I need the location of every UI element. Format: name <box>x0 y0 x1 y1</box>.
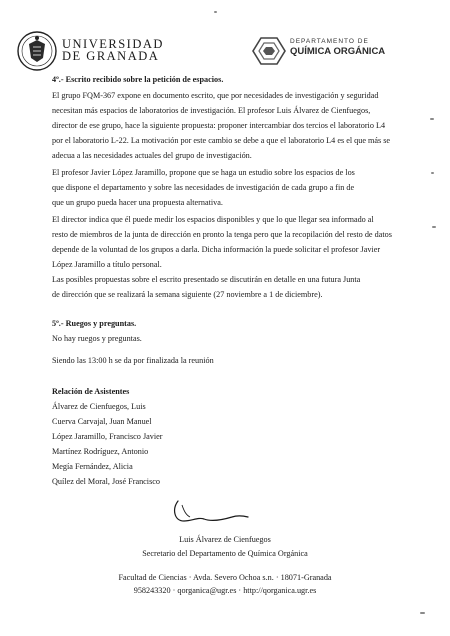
attendee-name: Megía Fernández, Alicia <box>52 462 133 471</box>
department-name <box>290 38 385 57</box>
section-heading: 4º.- Escrito recibido sobre la petición de espacios. <box>52 75 224 84</box>
paragraph-line: El grupo FQM-367 expone en documento escrito, que por necesidades de investigación y seguridad <box>52 91 379 100</box>
university-name-line1: UNIVERSIDAD <box>62 37 164 51</box>
footer-contact: 958243320 · qorganica@ugr.es · http://qorganica.ugr.es <box>133 586 317 595</box>
attendee-name: Álvarez de Cienfuegos, Luis <box>52 402 146 411</box>
department-name-line1: DEPARTAMENTO DE <box>290 38 369 45</box>
scan-speck <box>420 612 425 614</box>
paragraph-line: director de ese grupo, hace la siguiente propuesta: proponer intercambiar dos tercios el laboratorio L4 <box>52 121 386 130</box>
university-name <box>62 38 164 62</box>
paragraph-line: que dispone el departamento y sobre las necesidades de investigación de cada grupo a fin de <box>52 183 355 192</box>
attendees-heading: Relación de Asistentes <box>52 387 130 396</box>
paragraph-line: necesitan más espacios de laboratorios de investigación. El profesor Luis Álvarez de Cienfuegos, <box>52 106 371 115</box>
department-hexagon-logo-icon <box>252 36 286 66</box>
paragraph-line: Las posibles propuestas sobre el escrito presentado se discutirán en detalle en una futura Junta <box>52 275 361 284</box>
scan-speck <box>432 226 436 228</box>
paragraph-line: que un grupo pueda hacer una propuesta alternativa. <box>52 198 223 207</box>
paragraph-line: resto de miembros de la junta de dirección en pronto la tenga pero que la recopilación del resto de datos <box>52 230 392 239</box>
handwritten-signature <box>170 495 250 529</box>
scan-speck <box>214 11 217 13</box>
paragraph-line: El profesor Javier López Jaramillo, propone que se haga un estudio sobre los espacios de los <box>52 168 355 177</box>
closing-line: Siendo las 13:00 h se da por finalizada la reunión <box>52 356 214 365</box>
attendee-name: Martínez Rodríguez, Antonio <box>52 447 149 456</box>
footer-address: Facultad de Ciencias · Avda. Severo Ochoa s.n. · 18071-Granada <box>118 573 332 582</box>
paragraph-line: El director indica que él puede medir los espacios disponibles y que lo que llegar sea informado al <box>52 215 374 224</box>
university-name-line2: DE GRANADA <box>62 49 160 63</box>
university-seal-icon <box>16 30 58 72</box>
paragraph-line: No hay ruegos y preguntas. <box>52 334 142 343</box>
section-heading: 5º.- Ruegos y preguntas. <box>52 319 137 328</box>
scan-speck <box>430 118 434 120</box>
scan-speck <box>431 172 434 174</box>
signatory-name: Luis Álvarez de Cienfuegos <box>179 535 271 544</box>
paragraph-line: depende de la voluntad de los grupos a darla. Dicha información la puede solicitar el profesor Javier <box>52 245 381 254</box>
paragraph-line: por el laboratorio L-22. La motivación por este cambio se debe a que el laboratorio L4 es el que más se <box>52 136 391 145</box>
attendee-name: Quílez del Moral, José Francisco <box>52 477 161 486</box>
paragraph-line: de dirección que se realizará la semana siguiente (27 noviembre a 1 de diciembre). <box>52 290 323 299</box>
attendee-name: López Jaramillo, Francisco Javier <box>52 432 163 441</box>
department-name-line2: QUÍMICA ORGÁNICA <box>290 46 386 57</box>
attendee-name: Cuerva Carvajal, Juan Manuel <box>52 417 152 426</box>
signatory-role: Secretario del Departamento de Química Orgánica <box>142 549 308 558</box>
paragraph-line: López Jaramillo a título personal. <box>52 260 162 269</box>
paragraph-line: adecua a las necesidades actuales del grupo de investigación. <box>52 151 252 160</box>
